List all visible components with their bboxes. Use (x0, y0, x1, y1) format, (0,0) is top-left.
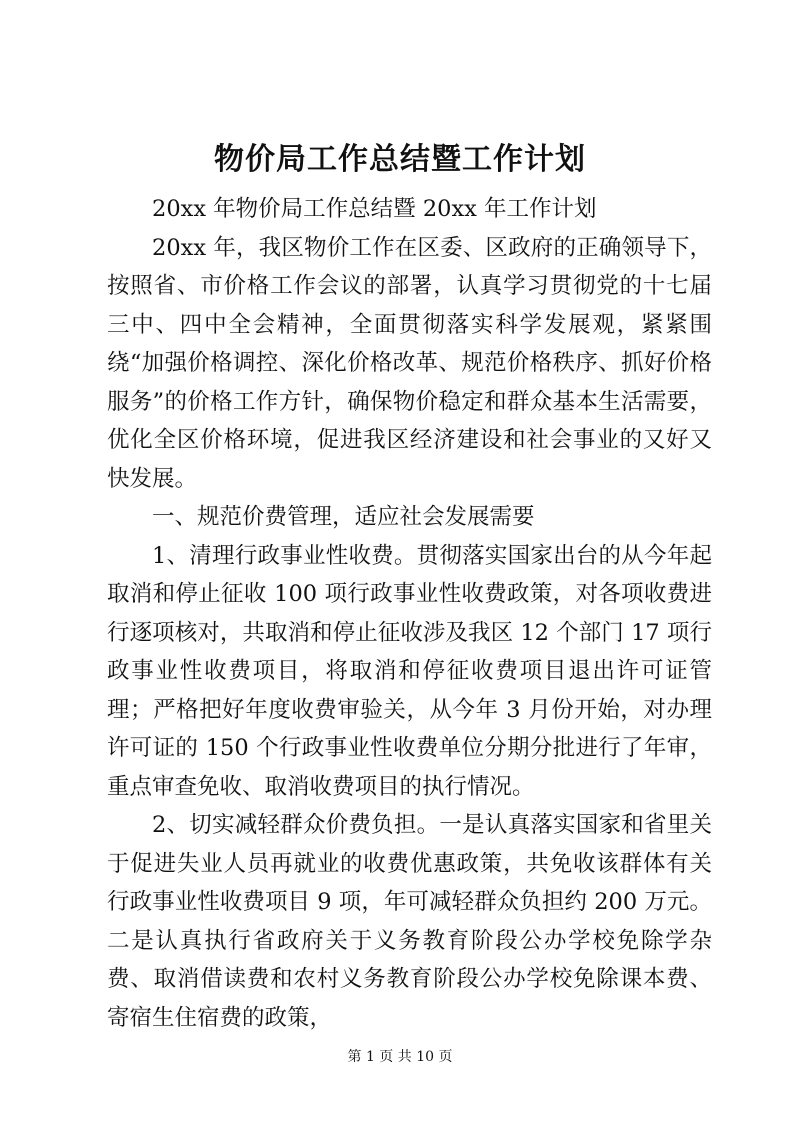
section-heading: 一、规范价费管理，适应社会发展需要 (152, 504, 535, 530)
section-paragraph-2: 2、切实减轻群众价费负担。一是认真落实国家和省里关于促进失业人员再就业的收费优惠政策，共免收该群体有关行政事业性收费项目 9 项，年可减轻群众负担约 200 万元。二是认真执行省政府关于义务教育阶段公办学校免除学杂费、取消借读费和农村义务教育阶段公办学校免除课本费、寄宿生住宿费的政策， (107, 812, 712, 1031)
page-footer: 第 1 页 共 10 页 (347, 1049, 453, 1065)
subtitle-paragraph: 20xx 年物价局工作总结暨 20xx 年工作计划 (152, 196, 597, 222)
intro-paragraph: 20xx 年，我区物价工作在区委、区政府的正确领导下，按照省、市价格工作会议的部署，认真学习贯彻党的十七届三中、四中全会精神，全面贯彻落实科学发展观，紧紧围绕“加强价格调控、深化价格改革、规范价格秩序、抓好价格服务”的价格工作方针，确保物价稳定和群众基本生活需要，优化全区价格环境，促进我区经济建设和社会事业的又好又快发展。 (107, 234, 712, 492)
document-body (107, 190, 712, 1037)
document-title: 物价局工作总结暨工作计划 (214, 142, 586, 177)
section-paragraph-1: 1、清理行政事业性收费。贯彻落实国家出台的从今年起取消和停止征收 100 项行政事业性收费政策，对各项收费进行逐项核对，共取消和停止征收涉及我区 12 个部门 17 项行政事业性收费项目，将取消和停征收费项目退出许可证管理；严格把好年度收费审验关，从今年 3 月份开始，对办理许可证的 150 个行政事业性收费单位分期分批进行了年审，重点审查免收、取消收费项目的执行情况。 (107, 542, 712, 800)
